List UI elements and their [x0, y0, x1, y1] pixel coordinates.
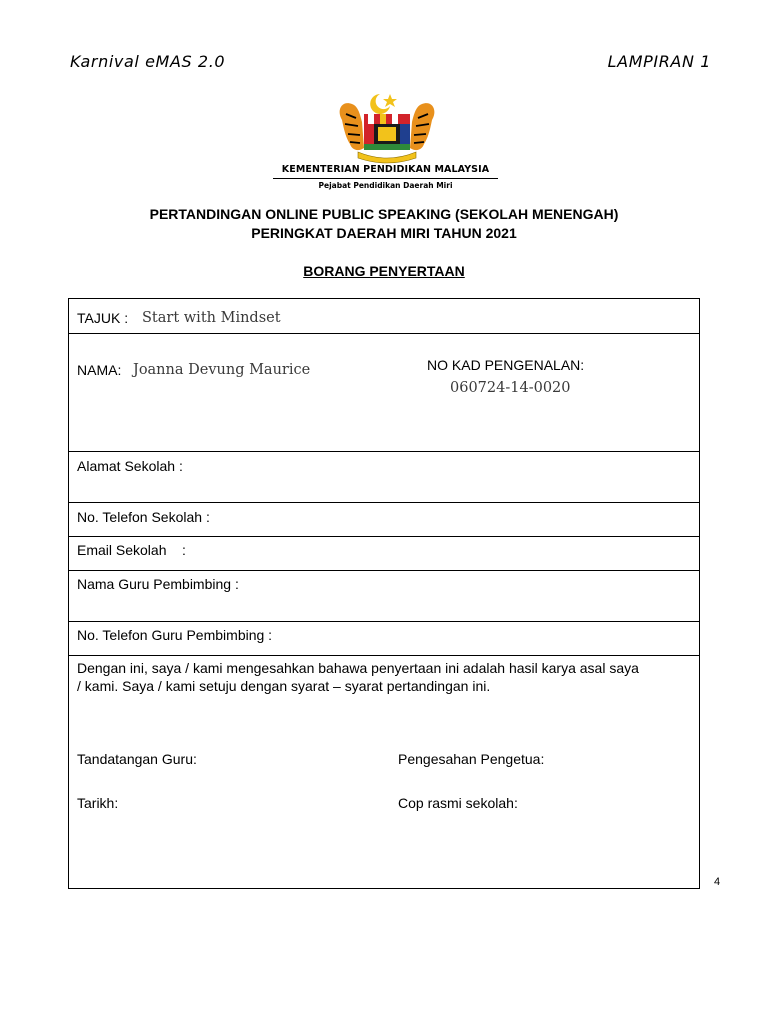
tajuk-value[interactable]: Start with Mindset — [142, 310, 281, 326]
header-event-name: Karnival eMAS 2.0 — [70, 52, 226, 71]
telefon-sekolah-row[interactable] — [69, 503, 699, 537]
nama-value[interactable]: Joanna Devung Maurice — [133, 362, 311, 378]
tandatangan-label: Tandatangan Guru: — [77, 751, 197, 767]
form-title: BORANG PENYERTAAN — [303, 263, 465, 279]
ic-value[interactable]: 060724-14-0020 — [450, 380, 571, 396]
declaration-row — [69, 656, 699, 888]
guru-row[interactable] — [69, 571, 699, 622]
malaysia-coat-of-arms-icon — [332, 90, 442, 165]
telefon-guru-label: No. Telefon Guru Pembimbing : — [77, 627, 273, 643]
ministry-logo-block — [273, 164, 498, 190]
alamat-row[interactable] — [69, 452, 699, 503]
email-label: Email Sekolah : — [77, 542, 186, 558]
ic-label: NO KAD PENGENALAN: — [427, 357, 585, 373]
page-number: 4 — [714, 876, 721, 888]
nama-label: NAMA: — [77, 362, 122, 378]
telefon-sekolah-label: No. Telefon Sekolah : — [77, 509, 210, 525]
entry-form-table — [68, 298, 700, 889]
telefon-guru-row[interactable] — [69, 622, 699, 656]
declaration-line-2: / kami. Saya / kami setuju dengan syarat – syarat pertandingan ini. — [77, 678, 491, 694]
tajuk-label: TAJUK : — [77, 310, 129, 326]
pengesahan-label: Pengesahan Pengetua: — [398, 751, 545, 767]
guru-label: Nama Guru Pembimbing : — [77, 576, 239, 592]
email-row[interactable] — [69, 537, 699, 571]
nama-ic-row — [69, 334, 699, 452]
competition-title: PERTANDINGAN ONLINE PUBLIC SPEAKING (SEKOLAH MENENGAH) — [149, 206, 619, 222]
tajuk-row — [69, 299, 699, 334]
competition-subtitle: PERINGKAT DAERAH MIRI TAHUN 2021 — [251, 225, 517, 241]
header-appendix-label: LAMPIRAN 1 — [607, 52, 711, 71]
district-office-name: Pejabat Pendidikan Daerah Miri — [318, 181, 453, 190]
tarikh-label: Tarikh: — [77, 795, 119, 811]
ministry-name: KEMENTERIAN PENDIDIKAN MALAYSIA — [273, 164, 498, 179]
alamat-label: Alamat Sekolah : — [77, 458, 183, 474]
cop-label: Cop rasmi sekolah: — [398, 795, 518, 811]
declaration-line-1: Dengan ini, saya / kami mengesahkan bahawa penyertaan ini adalah hasil karya asal saya — [77, 660, 639, 676]
